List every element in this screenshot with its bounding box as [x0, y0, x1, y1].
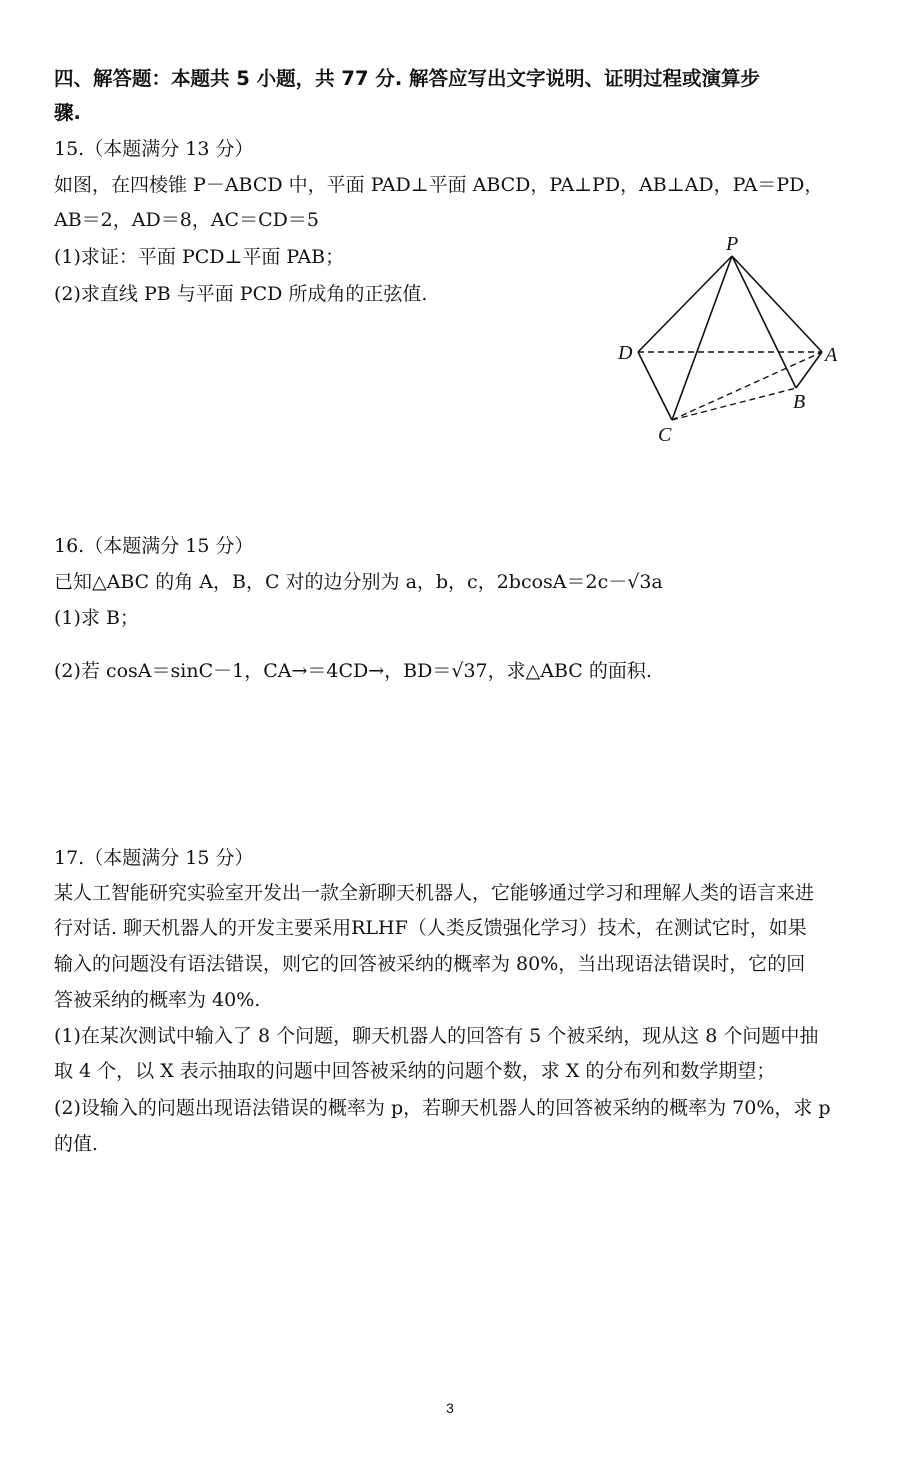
section-title-line2: 骤.	[54, 101, 81, 124]
q17-line1: 某人工智能研究实验室开发出一款全新聊天机器人，它能够通过学习和理解人类的语言来进	[54, 882, 815, 904]
label-B: B	[793, 391, 806, 413]
edge-DC	[638, 352, 672, 420]
q16-part1: (1)求 B；	[54, 607, 139, 629]
pyramid-figure	[600, 228, 860, 458]
q17-part2-line2: 的值.	[54, 1133, 99, 1155]
q15-header: 15.（本题满分 13 分）	[54, 138, 254, 160]
q17-part1-line1: (1)在某次测试中输入了 8 个问题，聊天机器人的回答有 5 个被采纳，现从这 8 个问题中抽	[54, 1025, 819, 1047]
edge-PC	[672, 256, 732, 420]
label-A: A	[825, 344, 838, 366]
label-D: D	[618, 342, 633, 364]
edge-PD	[638, 256, 732, 352]
q15-line1: 如图，在四棱锥 P－ABCD 中，平面 PAD⊥平面 ABCD，PA⊥PD，AB⊥AD，PA＝PD，	[54, 174, 824, 196]
q16-header: 16.（本题满分 15 分）	[54, 535, 254, 557]
pyramid-diagram	[600, 228, 860, 458]
q16-part2: (2)若 cosA＝sinC－1，CA→＝4CD→，BD＝√37，求△ABC 的面积.	[54, 660, 652, 682]
page-number: 3	[446, 1400, 454, 1416]
q17-part2-line1: (2)设输入的问题出现语法错误的概率为 p，若聊天机器人的回答被采纳的概率为 70%，求 p	[54, 1097, 831, 1119]
q15-line2: AB＝2，AD＝8，AC＝CD＝5	[54, 209, 319, 231]
q17-line4: 答被采纳的概率为 40%.	[54, 989, 261, 1011]
q17-part1-line2: 取 4 个，以 X 表示抽取的问题中回答被采纳的问题个数，求 X 的分布列和数学期望；	[54, 1060, 776, 1082]
label-P: P	[726, 233, 739, 255]
q17-line2: 行对话. 聊天机器人的开发主要采用RLHF（人类反馈强化学习）技术，在测试它时，如果	[54, 917, 807, 939]
q17-line3: 输入的问题没有语法错误，则它的回答被采纳的概率为 80%，当出现语法错误时，它的回	[54, 953, 806, 975]
edge-PA	[732, 256, 822, 352]
q16-line1: 已知△ABC 的角 A，B，C 对的边分别为 a，b，c，2bcosA＝2c－√3a	[54, 571, 663, 593]
q17-header: 17.（本题满分 15 分）	[54, 847, 254, 869]
q15-part2: (2)求直线 PB 与平面 PCD 所成角的正弦值.	[54, 283, 428, 305]
edge-CB	[672, 388, 796, 420]
label-C: C	[658, 424, 672, 446]
section-title-line1: 四、解答题：本题共 5 小题，共 77 分. 解答应写出文字说明、证明过程或演算步	[54, 67, 761, 90]
q15-part1: (1)求证：平面 PCD⊥平面 PAB；	[54, 246, 345, 268]
